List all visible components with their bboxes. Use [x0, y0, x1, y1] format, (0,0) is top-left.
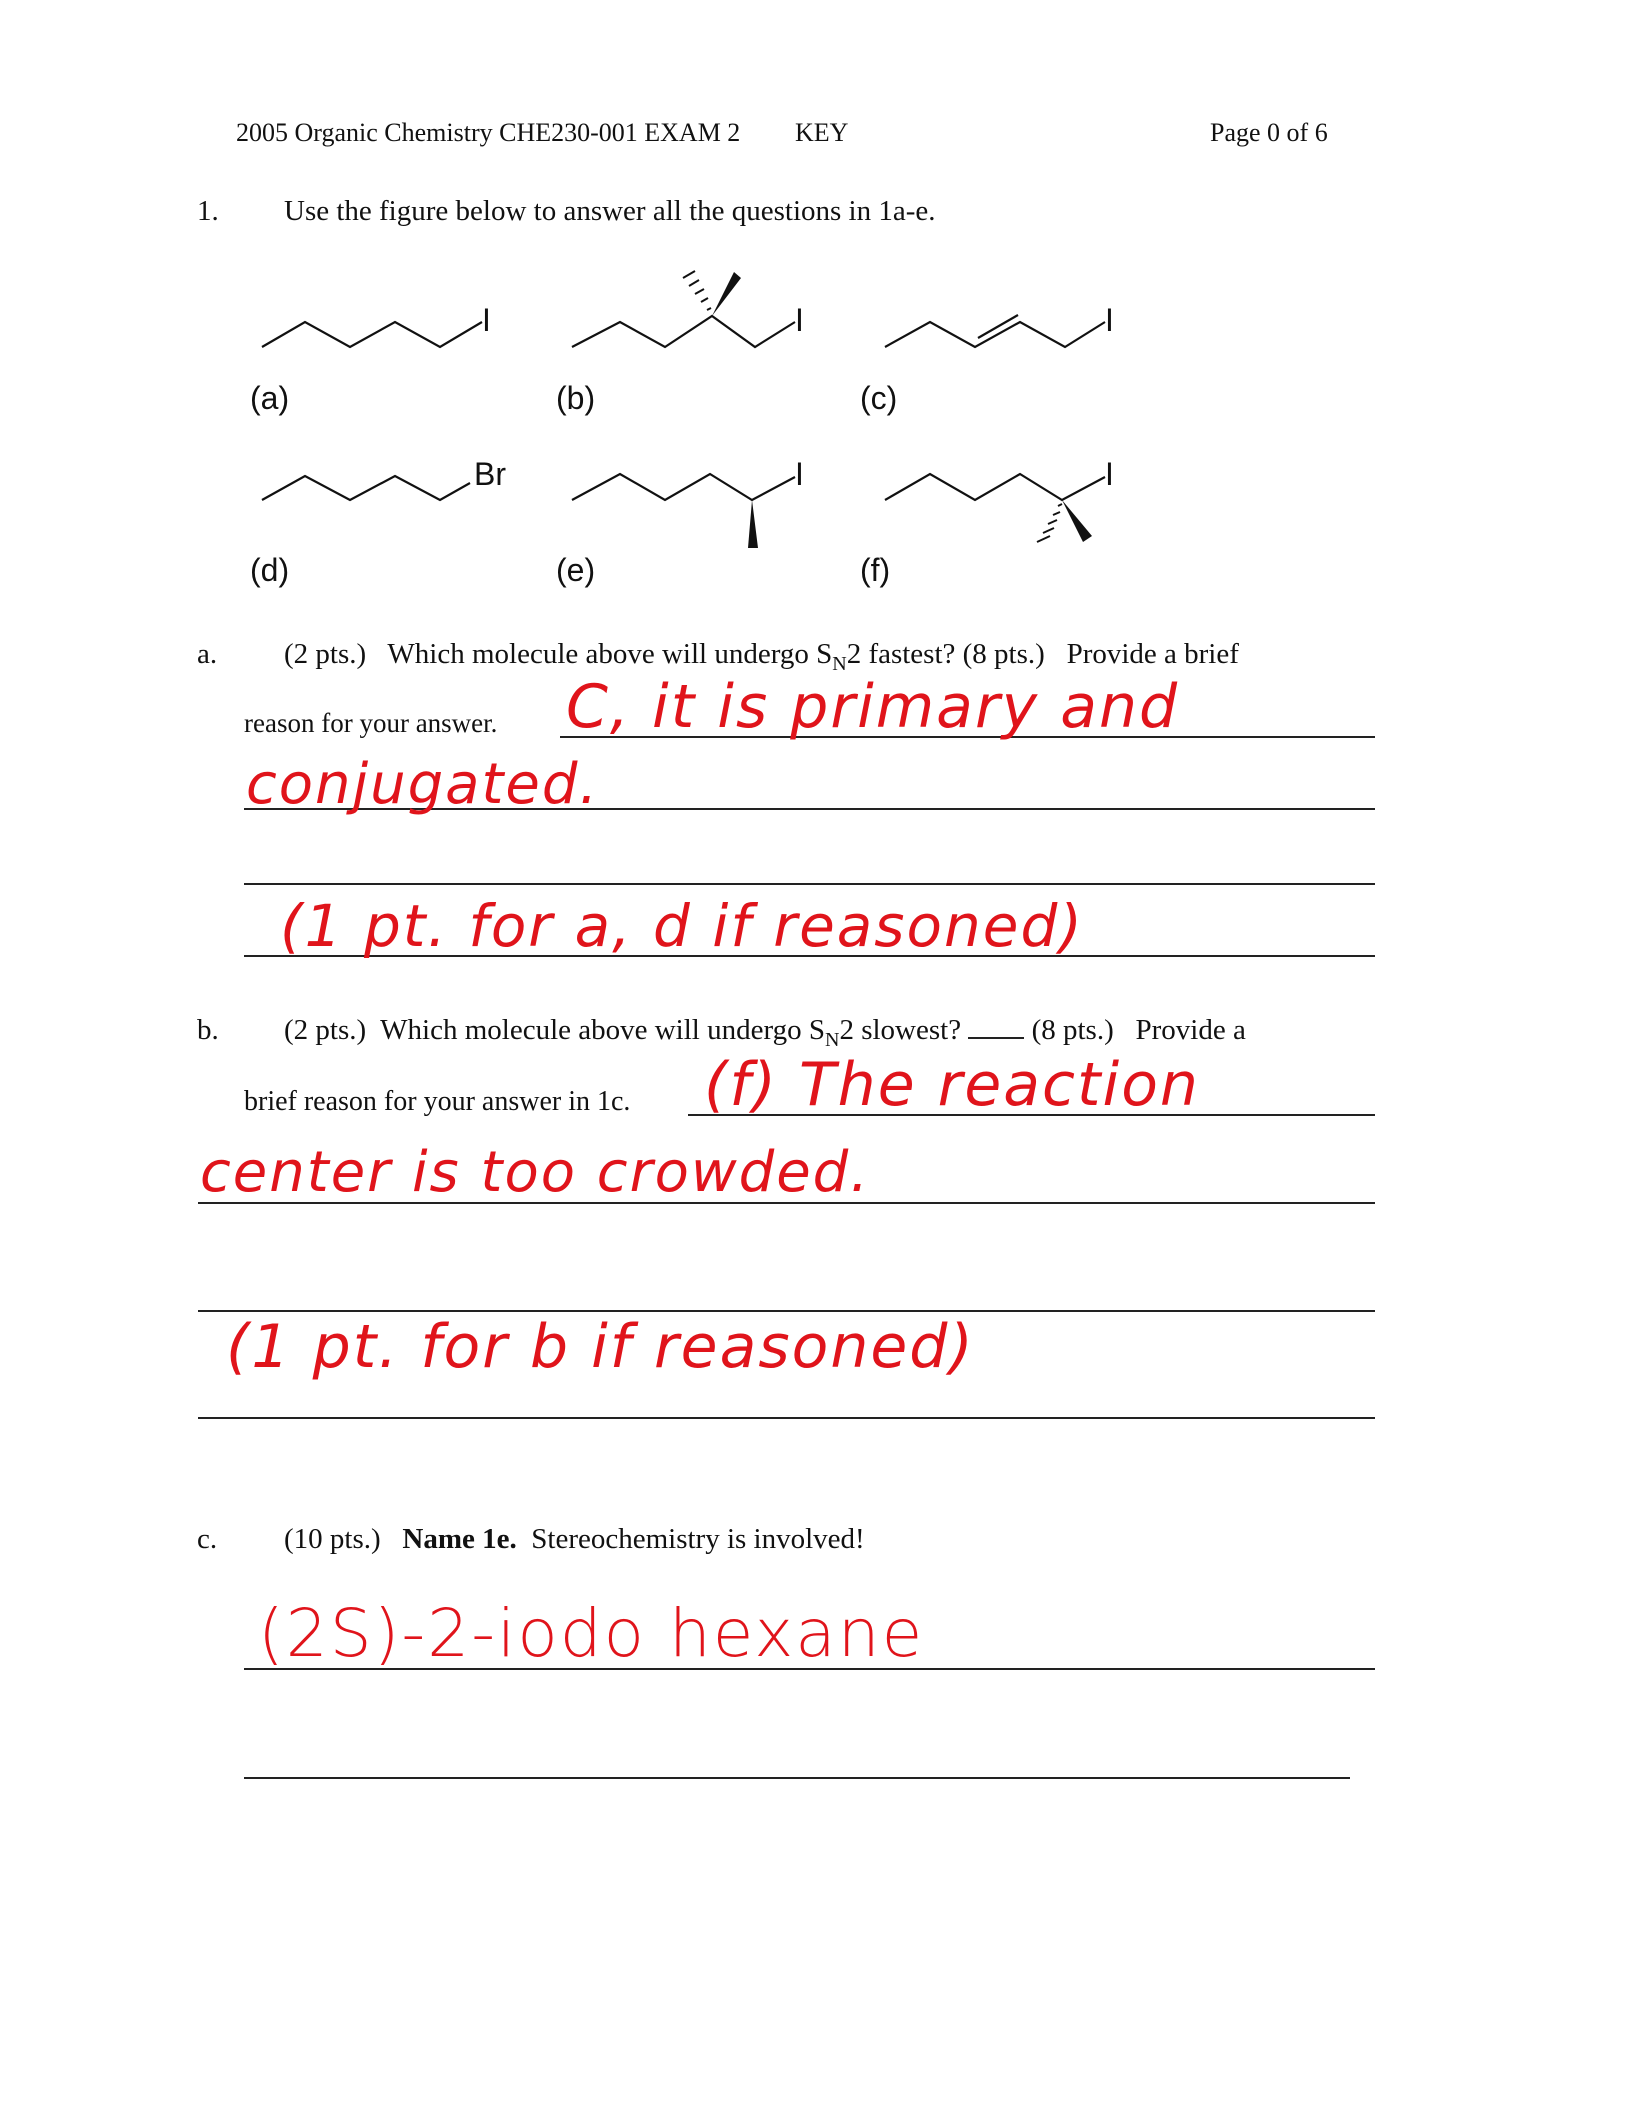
molecule-f-label: (f) [860, 552, 891, 588]
molecule-figure [0, 0, 1640, 620]
part-c-letter: c. [197, 1523, 218, 1555]
molecule-c-structure [885, 315, 1105, 347]
part-b-answer-2: center is too crowded. [200, 1140, 871, 1205]
molecule-d-label: (d) [250, 552, 290, 588]
part-a-answer-1: C, it is primary and [566, 672, 1180, 742]
answer-line [244, 1777, 1350, 1779]
molecule-b-atom: I [795, 302, 804, 338]
molecule-f-wedge [1062, 500, 1092, 542]
part-b-text-post: 2 slowest? [839, 1014, 962, 1046]
molecule-d-atom: Br [474, 456, 506, 492]
header-course: 2005 Organic Chemistry CHE230-001 EXAM 2 [236, 118, 741, 147]
part-b-question [284, 1014, 1246, 1052]
part-a-text-post: 2 fastest? (8 pts.) [846, 638, 1045, 670]
part-a-reason: reason for your answer. [244, 708, 498, 738]
part-b-answer-3: (1 pt. for b if reasoned) [226, 1312, 975, 1382]
part-b-points-2: (8 pts.) [1031, 1014, 1114, 1046]
molecule-b-hash [683, 271, 711, 310]
part-a-points: (2 pts.) [284, 638, 367, 670]
molecule-c-label: (c) [860, 380, 898, 416]
molecule-e-label: (e) [556, 552, 596, 588]
part-b-provide: Provide a [1135, 1014, 1246, 1046]
part-a-provide: Provide a brief [1066, 638, 1239, 670]
molecule-f-atom: I [1105, 456, 1114, 492]
part-a-letter: a. [197, 638, 218, 670]
part-c-answer: (2S)-2-iodo hexane [258, 1595, 925, 1672]
part-b-text: Which molecule above will undergo S [380, 1014, 825, 1046]
part-a-answer-3: (1 pt. for a, d if reasoned) [280, 892, 1084, 960]
molecule-e-wedge [748, 500, 758, 548]
molecule-f-structure [885, 474, 1105, 500]
part-b-letter: b. [197, 1014, 219, 1046]
molecule-f-hash [1037, 504, 1062, 542]
molecule-b-wedge [712, 272, 741, 316]
part-a-question [284, 638, 1239, 676]
part-b-blank [968, 1015, 1024, 1039]
molecule-e-structure [572, 474, 795, 500]
molecule-d-structure [262, 476, 470, 500]
part-a-answer-2: conjugated. [246, 752, 600, 817]
question-prompt: Use the figure below to answer all the questions in 1a-e. [284, 195, 936, 227]
molecule-b-structure [572, 316, 795, 347]
answer-line [244, 883, 1375, 885]
molecule-e-atom: I [795, 456, 804, 492]
part-b-answer-1: (f) The reaction [704, 1050, 1200, 1120]
part-b-points: (2 pts.) [284, 1014, 367, 1046]
part-c-text: Stereochemistry is involved! [531, 1523, 865, 1555]
part-b-reason: brief reason for your answer in 1c. [244, 1086, 631, 1117]
header-page: Page 0 of 6 [1210, 118, 1328, 147]
molecule-a-structure [262, 322, 482, 347]
part-c-points: (10 pts.) [284, 1523, 381, 1555]
molecule-c-atom: I [1105, 302, 1114, 338]
part-c-bold: Name 1e. [402, 1523, 517, 1555]
molecule-a-atom: I [482, 302, 491, 338]
molecule-b-label: (b) [556, 380, 596, 416]
part-a-text: Which molecule above will undergo S [387, 638, 833, 670]
part-a-sub: N [832, 652, 847, 675]
part-c-question [284, 1523, 865, 1556]
molecule-a-label: (a) [250, 380, 290, 416]
part-b-sub: N [824, 1028, 840, 1051]
header-key: KEY [795, 118, 849, 147]
question-number: 1. [197, 195, 219, 227]
answer-line [198, 1417, 1375, 1419]
